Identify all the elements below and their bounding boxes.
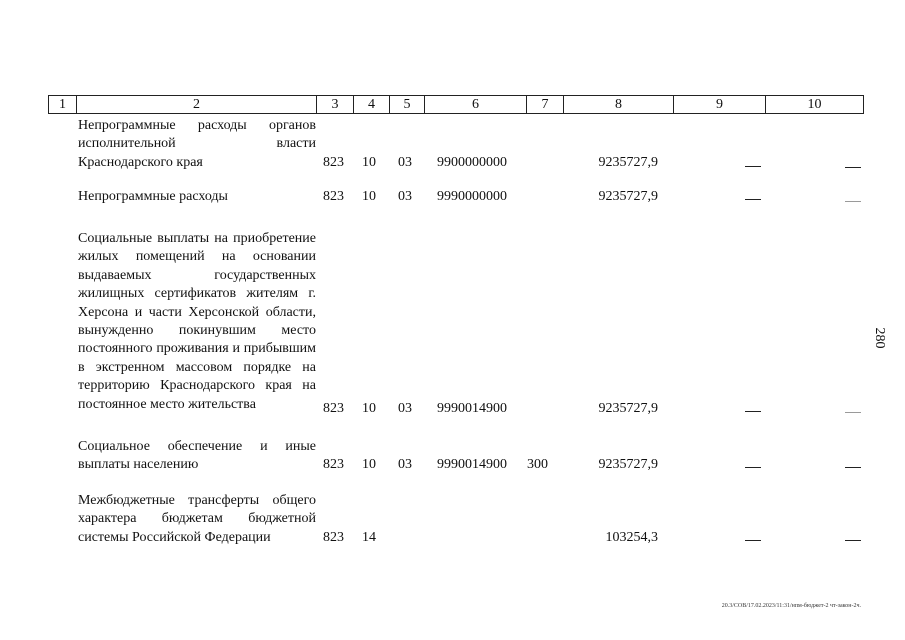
- cell-csr: 9990000000: [437, 189, 507, 204]
- cell-ved: 823: [323, 530, 344, 545]
- cell-col9-dash: [745, 540, 761, 541]
- cell-ved: 823: [323, 457, 344, 472]
- row-description: Непрограммные расходы: [78, 189, 228, 204]
- cell-amount: 103254,3: [605, 530, 658, 545]
- cell-col9-dash: [745, 411, 761, 412]
- header-col-2: 2: [77, 96, 317, 114]
- table-row: [0, 188, 905, 208]
- row-description: Социальные выплаты на приобретение жилых помещений на основании выдаваемых государственных жилищных сертификатов жителям г. Херсона и части Херсонской области, вынужденно покинувшим место постоянного проживания и прибывшим в экстренном массовом порядке на территорию Краснодарского края на постоянное место жительства: [78, 231, 316, 412]
- cell-rz: 10: [362, 155, 376, 170]
- row-description: Непрограммные расходы органов исполнительной власти Краснодарского края: [78, 118, 316, 170]
- header-col-10: 10: [766, 96, 864, 114]
- table-row: [0, 492, 905, 552]
- cell-rz: 10: [362, 401, 376, 416]
- header-col-9: 9: [674, 96, 766, 114]
- cell-pr: 03: [398, 401, 412, 416]
- cell-amount: 9235727,9: [598, 457, 658, 472]
- cell-ved: 823: [323, 189, 344, 204]
- cell-col9-dash: [745, 166, 761, 167]
- table-row: [0, 230, 905, 420]
- cell-col10-dash: [845, 167, 861, 168]
- cell-col10-dash: [845, 201, 861, 202]
- cell-csr: 9900000000: [437, 155, 507, 170]
- cell-pr: 03: [398, 155, 412, 170]
- header-col-1: 1: [49, 96, 77, 114]
- cell-ved: 823: [323, 401, 344, 416]
- cell-rz: 10: [362, 189, 376, 204]
- cell-rz: 14: [362, 530, 376, 545]
- cell-csr: 9990014900: [437, 457, 507, 472]
- cell-rz: 10: [362, 457, 376, 472]
- cell-pr: 03: [398, 457, 412, 472]
- cell-pr: 03: [398, 189, 412, 204]
- cell-col10-dash: [845, 540, 861, 541]
- cell-col10-dash: [845, 412, 861, 413]
- cell-amount: 9235727,9: [598, 189, 658, 204]
- cell-col10-dash: [845, 467, 861, 468]
- cell-amount: 9235727,9: [598, 155, 658, 170]
- cell-ved: 823: [323, 155, 344, 170]
- row-description: Социальное обеспечение и иные выплаты населению: [78, 439, 316, 473]
- header-col-5: 5: [390, 96, 425, 114]
- cell-csr: 9990014900: [437, 401, 507, 416]
- header-col-4: 4: [354, 96, 390, 114]
- table-row: [0, 117, 905, 177]
- header-col-8: 8: [564, 96, 674, 114]
- table-row: [0, 438, 905, 478]
- cell-col9-dash: [745, 467, 761, 468]
- row-description: Межбюджетные трансферты общего характера бюджетам бюджетной системы Российской Федерации: [78, 493, 316, 545]
- page-number: 280: [872, 327, 887, 349]
- footer-document-code: 20.3/COB/17.02.2023/11:31/нпм-бюджет-2 чт-закон-2ч.: [721, 603, 861, 609]
- cell-col9-dash: [745, 199, 761, 200]
- cell-vr: 300: [527, 457, 548, 472]
- header-col-3: 3: [317, 96, 354, 114]
- column-header-row: [48, 95, 864, 114]
- header-col-6: 6: [425, 96, 527, 114]
- cell-amount: 9235727,9: [598, 401, 658, 416]
- header-col-7: 7: [527, 96, 564, 114]
